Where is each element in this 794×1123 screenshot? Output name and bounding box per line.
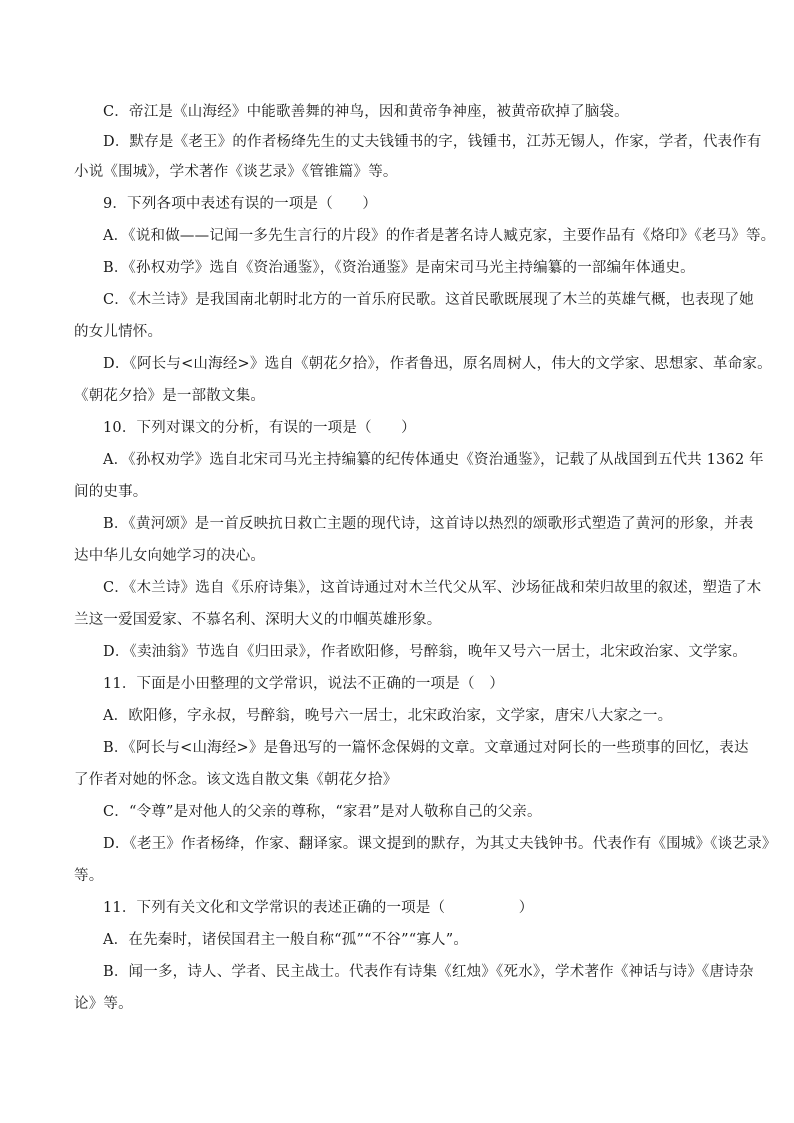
question-11-option-b-continuation: 了作者对她的怀念。该文选自散文集《朝花夕拾》 xyxy=(74,772,398,788)
question-10-option-b: B．《黄河颂》是一首反映抗日救亡主题的现代诗，这首诗以热烈的颂歌形式塑造了黄河的形象，并表 xyxy=(103,516,754,532)
question-9-option-d-continuation: 《朝花夕拾》是一部散文集。 xyxy=(74,388,266,404)
question-9-option-c: C．《木兰诗》是我国南北朝时北方的一首乐府民歌。这首民歌既展现了木兰的英雄气概，也表现了她 xyxy=(103,292,754,308)
question-9-option-c-continuation: 的女儿情怀。 xyxy=(74,324,163,340)
question-9-stem: 9．下列各项中表述有误的一项是（ ） xyxy=(103,196,378,212)
question-9-option-d: D．《阿长与<山海经>》选自《朝花夕拾》，作者鲁迅，原名周树人，伟大的文学家、思想家、革命家。 xyxy=(103,356,772,372)
question-9-option-a: A．《说和做——记闻一多先生言行的片段》的作者是著名诗人臧克家，主要作品有《烙印》《老马》等。 xyxy=(103,228,776,244)
question-9-option-b: B．《孙权劝学》选自《资治通鉴》，《资治通鉴》是南宋司马光主持编纂的一部编年体通史。 xyxy=(103,260,695,276)
question-11-option-d-continuation: 等。 xyxy=(74,868,104,884)
question-10-option-c-continuation: 兰这一爱国爱家、不慕名利、深明大义的巾帼英雄形象。 xyxy=(74,612,442,628)
question-10-option-a-continuation: 间的史事。 xyxy=(74,484,148,500)
question-11b-option-a: A．在先秦时，诸侯国君主一般自称“孤”“不谷”“寡人”。 xyxy=(103,932,469,948)
question-11b-option-b-continuation: 论》等。 xyxy=(74,996,133,1012)
question-11-option-d: D．《老王》作者杨绛，作家、翻译家。课文提到的默存，为其丈夫钱钟书。代表作有《围城》《谈艺录》 xyxy=(103,836,777,852)
question-10-option-c: C．《木兰诗》选自《乐府诗集》，这首诗通过对木兰代父从军、沙场征战和荣归故里的叙述，塑造了木 xyxy=(103,580,762,596)
option-d-line: D．默存是《老王》的作者杨绛先生的丈夫钱锺书的字，钱锺书，江苏无锡人，作家，学者，代表作有 xyxy=(103,134,762,150)
question-10-stem: 10．下列对课文的分析，有误的一项是（ ） xyxy=(103,420,416,436)
question-11-stem: 11．下面是小田整理的文学常识，说法不正确的一项是（ ） xyxy=(103,676,505,692)
question-11-option-a: A．欧阳修，字永叔，号醉翁，晚号六一居士，北宋政治家，文学家，唐宋八大家之一。 xyxy=(103,708,673,724)
option-c-line: C．帝江是《山海经》中能歌善舞的神鸟，因和黄帝争神座，被黄帝砍掉了脑袋。 xyxy=(103,104,629,120)
question-11-option-c: C．“令尊”是对他人的父亲的尊称，“家君”是对人敬称自己的父亲。 xyxy=(103,804,542,820)
question-10-option-a: A．《孙权劝学》选自北宋司马光主持编纂的纪传体通史《资治通鉴》，记载了从战国到五代共 1362 年 xyxy=(103,452,764,468)
question-11b-stem: 11．下列有关文化和文学常识的表述正确的一项是（ ） xyxy=(103,900,534,916)
option-d-continuation: 小说《围城》，学术著作《谈艺录》《管锥篇》等。 xyxy=(74,164,398,180)
question-10-option-b-continuation: 达中华儿女向她学习的决心。 xyxy=(74,548,266,564)
question-11-option-b: B．《阿长与<山海经>》是鲁迅写的一篇怀念保姆的文章。文章通过对阿长的一些琐事的回忆，表达 xyxy=(103,740,749,756)
question-11b-option-b: B．闻一多，诗人、学者、民主战士。代表作有诗集《红烛》《死水》，学术著作《神话与诗》《唐诗杂 xyxy=(103,964,754,980)
question-10-option-d: D．《卖油翁》节选自《归田录》，作者欧阳修，号醉翁，晚年又号六一居士，北宋政治家、文学家。 xyxy=(103,644,748,660)
